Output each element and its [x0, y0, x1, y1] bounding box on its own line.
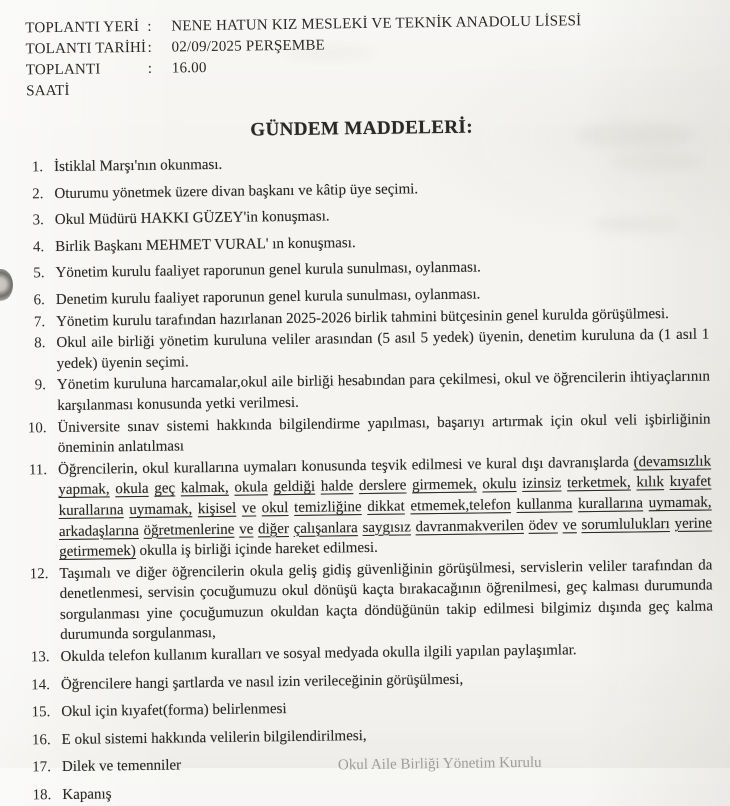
- agenda-item-number: 11.: [28, 461, 48, 479]
- meeting-info-value: 02/09/2025 PERŞEMBE: [171, 37, 326, 56]
- agenda-item-number: 18.: [32, 787, 52, 804]
- agenda-item-number: 4.: [32, 238, 45, 256]
- agenda-item-text: Yönetim kuruluna harcamalar,okul aile birliği hesabından para çekilmesi, okul ve öğrencilerin ihtiyaçlarının karşılanması konusunda yetki verilmesi.: [56, 368, 711, 414]
- agenda-item-text: Öğrencilerin, okul kurallarına uymaları konusunda teşvik edilmesi ve kural dışı davranışlarda (devamsızlık yapmak, okula geç kalmak, okula geldiği halde derslere girmemek, okulu izinsiz terketmek, kılık kıyafet kurallarına uymamak, kişisel ve okul temizliğine dikkat etmemek,telefon kullanma kurallarına uymamak, arkadaşlarına öğretmenlerine ve diğer çalışanlara saygısız davranmakverilen ödev ve sorumlulukları yerine getirmemek) okulla iş birliği içinde hareket edilmesi.: [57, 453, 713, 561]
- agenda-item-text: Birlik Başkanı MEHMET VURAL' ın konuşması.: [55, 234, 356, 255]
- agenda-item-text: Dilek ve temenniler: [61, 757, 182, 776]
- agenda-item-number: 12.: [29, 565, 49, 583]
- agenda-item-text: Okulda telefon kullanım kuralları ve sosyal medyada okulla ilgili yapılan paylaşımlar.: [60, 642, 577, 666]
- agenda-item: [14, 255, 714, 285]
- agenda-item-text: Kapanış: [62, 786, 112, 804]
- agenda-items-list: [0, 148, 730, 806]
- meeting-info-label: TOPLANTI YERİ: [25, 18, 140, 37]
- agenda-item-text: Yönetim kurulu faaliyet raporunun genel kurula sunulması, oylanması.: [55, 259, 481, 282]
- agenda-item: [21, 721, 721, 751]
- meeting-info-label: TOPLANTI SAATİ: [25, 61, 101, 100]
- agenda-item: [14, 202, 714, 232]
- meeting-info-value: NENE HATUN KIZ MESLEKİ VE TEKNİK ANADOLU LİSESİ: [171, 13, 582, 35]
- agenda-item: [14, 228, 714, 258]
- meeting-info: [25, 9, 726, 102]
- agenda-item-number: 3.: [32, 212, 44, 229]
- agenda-item-text: Oturumu yönetmek üzere divan başkanı ve kâtip üye seçimi.: [54, 180, 419, 202]
- agenda-item-text: Taşımalı ve diğer öğrencilerin okula geliş gidiş güvenliğinin görüşülmesi, servislerin veliler tarafından da denetlenmesi, servisin çocuğumuzu okul dönüşü kaçta bırakacağının öğrenilmesi, geç kalması durumunda sorgulanması yine çocuğumuzun okuldan kaçta döndüğünün takip edilmesi bilgimiz dışında geç kalma durumunda sorgulanması,: [59, 557, 714, 644]
- agenda-item-number: 1.: [31, 159, 44, 176]
- agenda-item-number: 13.: [30, 649, 50, 666]
- agenda-item-text: Okul Müdürü HAKKI GÜZEY'in konuşması.: [54, 208, 330, 229]
- agenda-item-number: 9.: [34, 377, 47, 394]
- agenda-item-number: 17.: [32, 759, 52, 776]
- agenda-item-number: 7.: [33, 313, 46, 330]
- agenda-item-text: Üniversite sınav sistemi hakkında bilgilendirme yapılması, başarıyı artırmak için okul veli işbirliğinin öneminin anlatılması: [57, 411, 711, 457]
- meeting-info-separator: :: [147, 39, 153, 56]
- agenda-item-number: 16.: [31, 731, 51, 749]
- meeting-info-separator: :: [147, 60, 153, 77]
- agenda-item-text: Denetim kurulu faaliyet raporunun genel kurula sunulması, oylanması.: [55, 286, 481, 309]
- agenda-item-text: Okul için kıyafet(forma) belirlenmesi: [61, 701, 287, 721]
- agenda-item: [18, 555, 719, 647]
- agenda-item-text: Yönetim kurulu tarafından hazırlanan 2025-2026 birlik tahmini bütçesinin genel kurulda görüşülmesi.: [56, 305, 669, 330]
- footer-partial-text: Okul Aile Birliği Yönetim Kurulu: [337, 754, 542, 774]
- agenda-item-text: İstiklal Marşı'nın okunması.: [54, 156, 223, 176]
- agenda-item-number: 10.: [27, 419, 47, 436]
- agenda-item-text: Okul aile birliği yönetim kuruluna veliler arasından (5 asıl 5 yedek) üyenin, denetim kuruluna da (1 asıl 1 yedek) üyenin seçimi.: [56, 326, 710, 372]
- agenda-item-number: 8.: [34, 335, 46, 352]
- agenda-item: [17, 451, 718, 563]
- agenda-item-text: Öğrencilere hangi şartlarda ve nasıl izin verileceğinin görüşülmesi,: [60, 671, 464, 693]
- agenda-item-number: 15.: [31, 704, 51, 721]
- agenda-item: [20, 666, 720, 696]
- agenda-item-text: E okul sistemi hakkında velilerin bilgilendirilmesi,: [61, 727, 367, 748]
- agenda-item: [13, 148, 713, 178]
- agenda-item-number: 6.: [33, 292, 45, 309]
- meeting-info-value: 16.00: [171, 60, 207, 77]
- agenda-item-number: 14.: [31, 676, 51, 694]
- meeting-info-label: TOLANTI TARİHİ: [25, 39, 147, 58]
- agenda-item-number: 2.: [32, 185, 44, 202]
- meeting-info-separator: :: [147, 18, 152, 35]
- meeting-info-row: [26, 51, 726, 102]
- agenda-item: [20, 694, 720, 724]
- agenda-item: [21, 776, 721, 806]
- page-title: GÜNDEM MADDELERİ:: [250, 116, 474, 141]
- agenda-item: [13, 175, 713, 205]
- agenda-item-number: 5.: [33, 265, 45, 282]
